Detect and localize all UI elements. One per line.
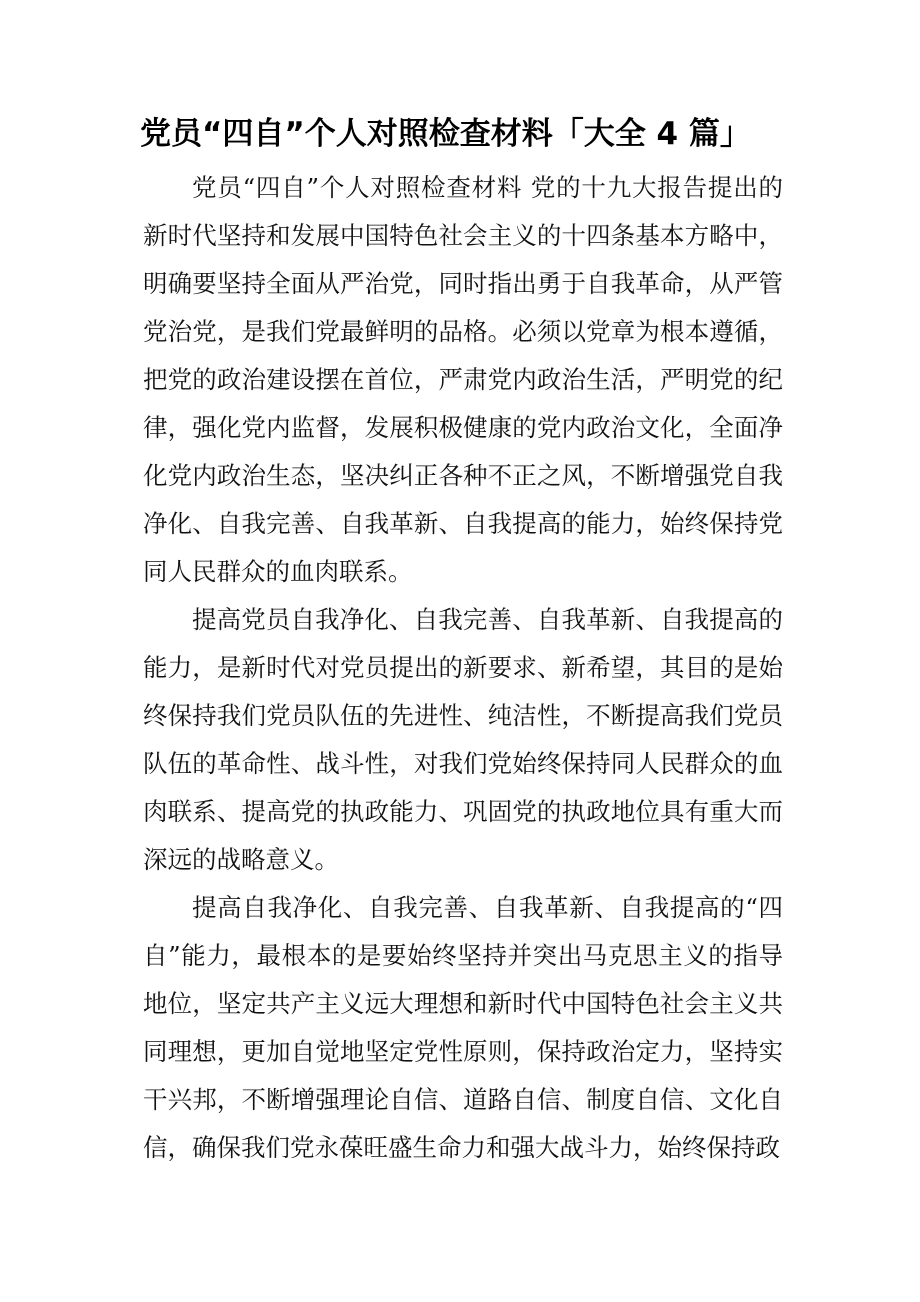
document-body: [143, 164, 783, 1172]
document-title: 党员“四自”个人对照检查材料「大全 4 篇」: [140, 116, 751, 152]
paragraph-3: 提高自我净化、自我完善、自我革新、自我提高的“四自”能力，最根本的是要始终坚持并突出马克思主义的指导地位，坚定共产主义远大理想和新时代中国特色社会主义共同理想，更加自觉地坚定党性原则，保持政治定力，坚持实干兴邦，不断增强理论自信、道路自信、制度自信、文化自信，确保我们党永葆旺盛生命力和强大战斗力，始终保持政: [143, 893, 783, 1162]
paragraph-2: 提高党员自我净化、自我完善、自我革新、自我提高的能力，是新时代对党员提出的新要求、新希望，其目的是始终保持我们党员队伍的先进性、纯洁性，不断提高我们党员队伍的革命性、战斗性，对我们党始终保持同人民群众的血肉联系、提高党的执政能力、巩固党的执政地位具有重大而深远的战略意义。: [143, 605, 783, 874]
paragraph-1: 党员“四自”个人对照检查材料 党的十九大报告提出的新时代坚持和发展中国特色社会主义的十四条基本方略中，明确要坚持全面从严治党，同时指出勇于自我革命，从严管党治党，是我们党最鲜明的品格。必须以党章为根本遵循，把党的政治建设摆在首位，严肃党内政治生活，严明党的纪律，强化党内监督，发展积极健康的党内政治文化，全面净化党内政治生态，坚决纠正各种不正之风，不断增强党自我净化、自我完善、自我革新、自我提高的能力，始终保持党同人民群众的血肉联系。: [143, 173, 783, 586]
